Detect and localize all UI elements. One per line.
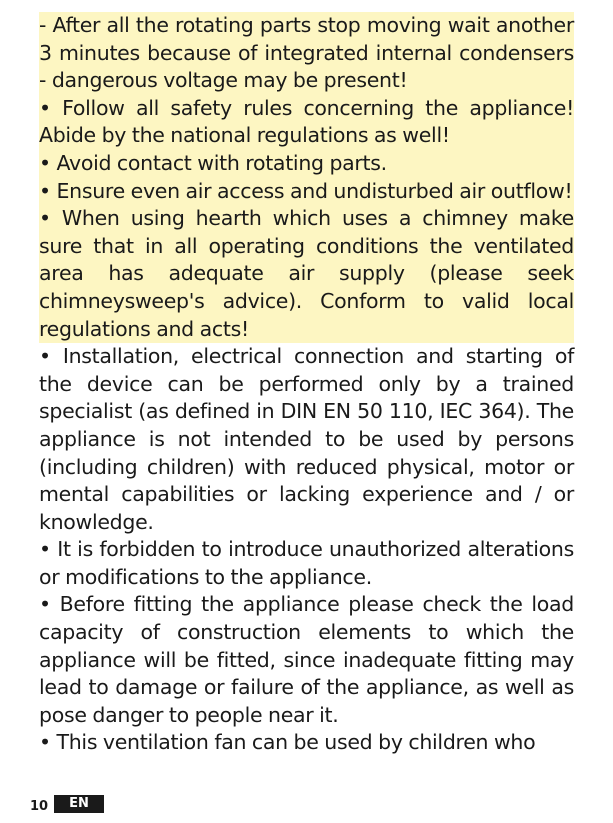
paragraph-wait-condensers: - After all the rotating parts stop moving wait another 3 minutes because of integrated internal condensers - dangerous voltage may be present!	[39, 13, 574, 93]
page-content	[39, 12, 574, 757]
page-footer	[30, 794, 104, 814]
language-badge: EN	[54, 795, 104, 813]
paragraph-children: • This ventilation fan can be used by children who	[39, 730, 536, 755]
paragraph-air-access: • Ensure even air access and undisturbed air outflow!	[39, 178, 573, 203]
paragraph-alterations: • It is forbidden to introduce unauthorized alterations or modifications to the appliance.	[39, 537, 574, 589]
paragraph-rotating-parts: • Avoid contact with rotating parts.	[39, 150, 387, 175]
paragraph-chimney: • When using hearth which uses a chimney make sure that in all operating conditions the ventilated area has adequate air supply (please seek chimneysweep's advice). Conform to valid local regulations and acts!	[39, 206, 574, 341]
highlighted-block	[39, 12, 574, 343]
page-number: 10	[30, 799, 49, 814]
paragraph-installation: • Installation, electrical connection and starting of the device can be performed only by a trained specialist (as defined in DIN EN 50 110, IEC 364). The appliance is not intended to be used by persons (including children) with reduced physical, motor or mental capabilities or lacking experience and / or knowledge.	[39, 344, 574, 534]
paragraph-safety-rules: • Follow all safety rules concerning the appliance! Abide by the national regulations as well!	[39, 95, 574, 148]
paragraph-load-capacity: • Before fitting the appliance please check the load capacity of construction elements to which the appliance will be fitted, since inadequate fitting may lead to damage or failure of the appliance, as well as pose danger to people near it.	[39, 592, 574, 727]
